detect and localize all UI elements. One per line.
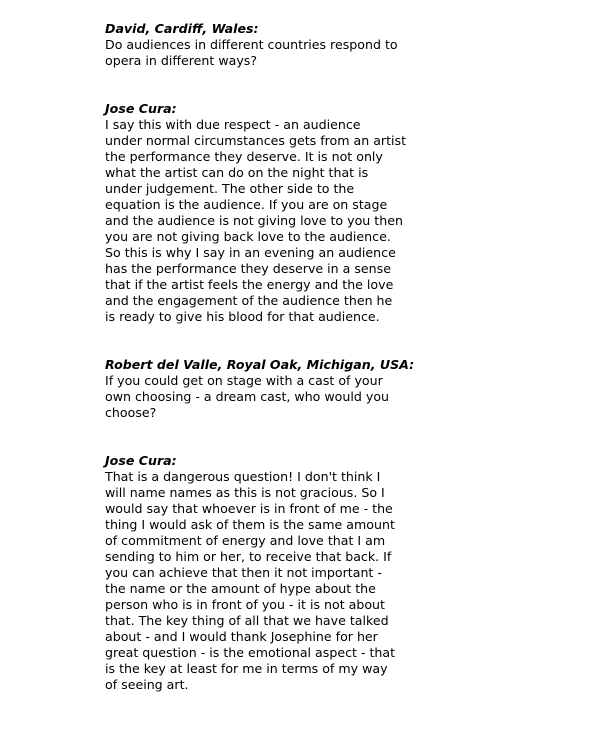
answer-line: what the artist can do on the night that is (105, 165, 369, 180)
answer-jose-cura (105, 453, 435, 693)
question-david (105, 21, 435, 69)
answer-line: under normal circumstances gets from an artist (105, 133, 407, 148)
question-robert (105, 357, 435, 421)
speaker-name: Robert del Valle, Royal Oak, Michigan, USA: (105, 357, 415, 372)
answer-line: you can achieve that then it not important - (105, 565, 382, 580)
speaker-name: David, Cardiff, Wales: (105, 21, 259, 36)
spacer (105, 421, 435, 453)
answer-line: So this is why I say in an evening an audience (105, 245, 396, 260)
spacer (105, 325, 435, 357)
answer-line: and the engagement of the audience then he (105, 293, 393, 308)
answer-line: I say this with due respect - an audience (105, 117, 361, 132)
answer-line: the performance they deserve. It is not only (105, 149, 383, 164)
question-line: opera in different ways? (105, 53, 258, 68)
answer-line: of seeing art. (105, 677, 189, 692)
answer-line: about - and I would thank Josephine for her (105, 629, 378, 644)
answer-line: That is a dangerous question! I don't think I (105, 469, 381, 484)
answer-line: under judgement. The other side to the (105, 181, 355, 196)
speaker-name: Jose Cura: (105, 453, 177, 468)
answer-line: will name names as this is not gracious. So I (105, 485, 385, 500)
answer-line: person who is in front of you - it is not about (105, 597, 385, 612)
answer-line: and the audience is not giving love to you then (105, 213, 403, 228)
question-line: own choosing - a dream cast, who would you (105, 389, 390, 404)
answer-line: sending to him or her, to receive that back. If (105, 549, 392, 564)
question-line: If you could get on stage with a cast of your (105, 373, 383, 388)
question-line: Do audiences in different countries respond to (105, 37, 398, 52)
answer-line: is the key at least for me in terms of my way (105, 661, 388, 676)
answer-line: of commitment of energy and love that I am (105, 533, 386, 548)
answer-jose-cura (105, 101, 435, 325)
answer-line: you are not giving back love to the audience. (105, 229, 391, 244)
answer-line: would say that whoever is in front of me - the (105, 501, 393, 516)
answer-line: that. The key thing of all that we have talked (105, 613, 389, 628)
answer-line: is ready to give his blood for that audience. (105, 309, 380, 324)
answer-line: the name or the amount of hype about the (105, 581, 376, 596)
question-line: choose? (105, 405, 157, 420)
answer-line: that if the artist feels the energy and the love (105, 277, 394, 292)
speaker-name: Jose Cura: (105, 101, 177, 116)
answer-line: thing I would ask of them is the same amount (105, 517, 395, 532)
interview-transcript (105, 21, 435, 693)
spacer (105, 69, 435, 101)
answer-line: has the performance they deserve in a sense (105, 261, 391, 276)
answer-line: equation is the audience. If you are on stage (105, 197, 388, 212)
answer-line: great question - is the emotional aspect - that (105, 645, 396, 660)
